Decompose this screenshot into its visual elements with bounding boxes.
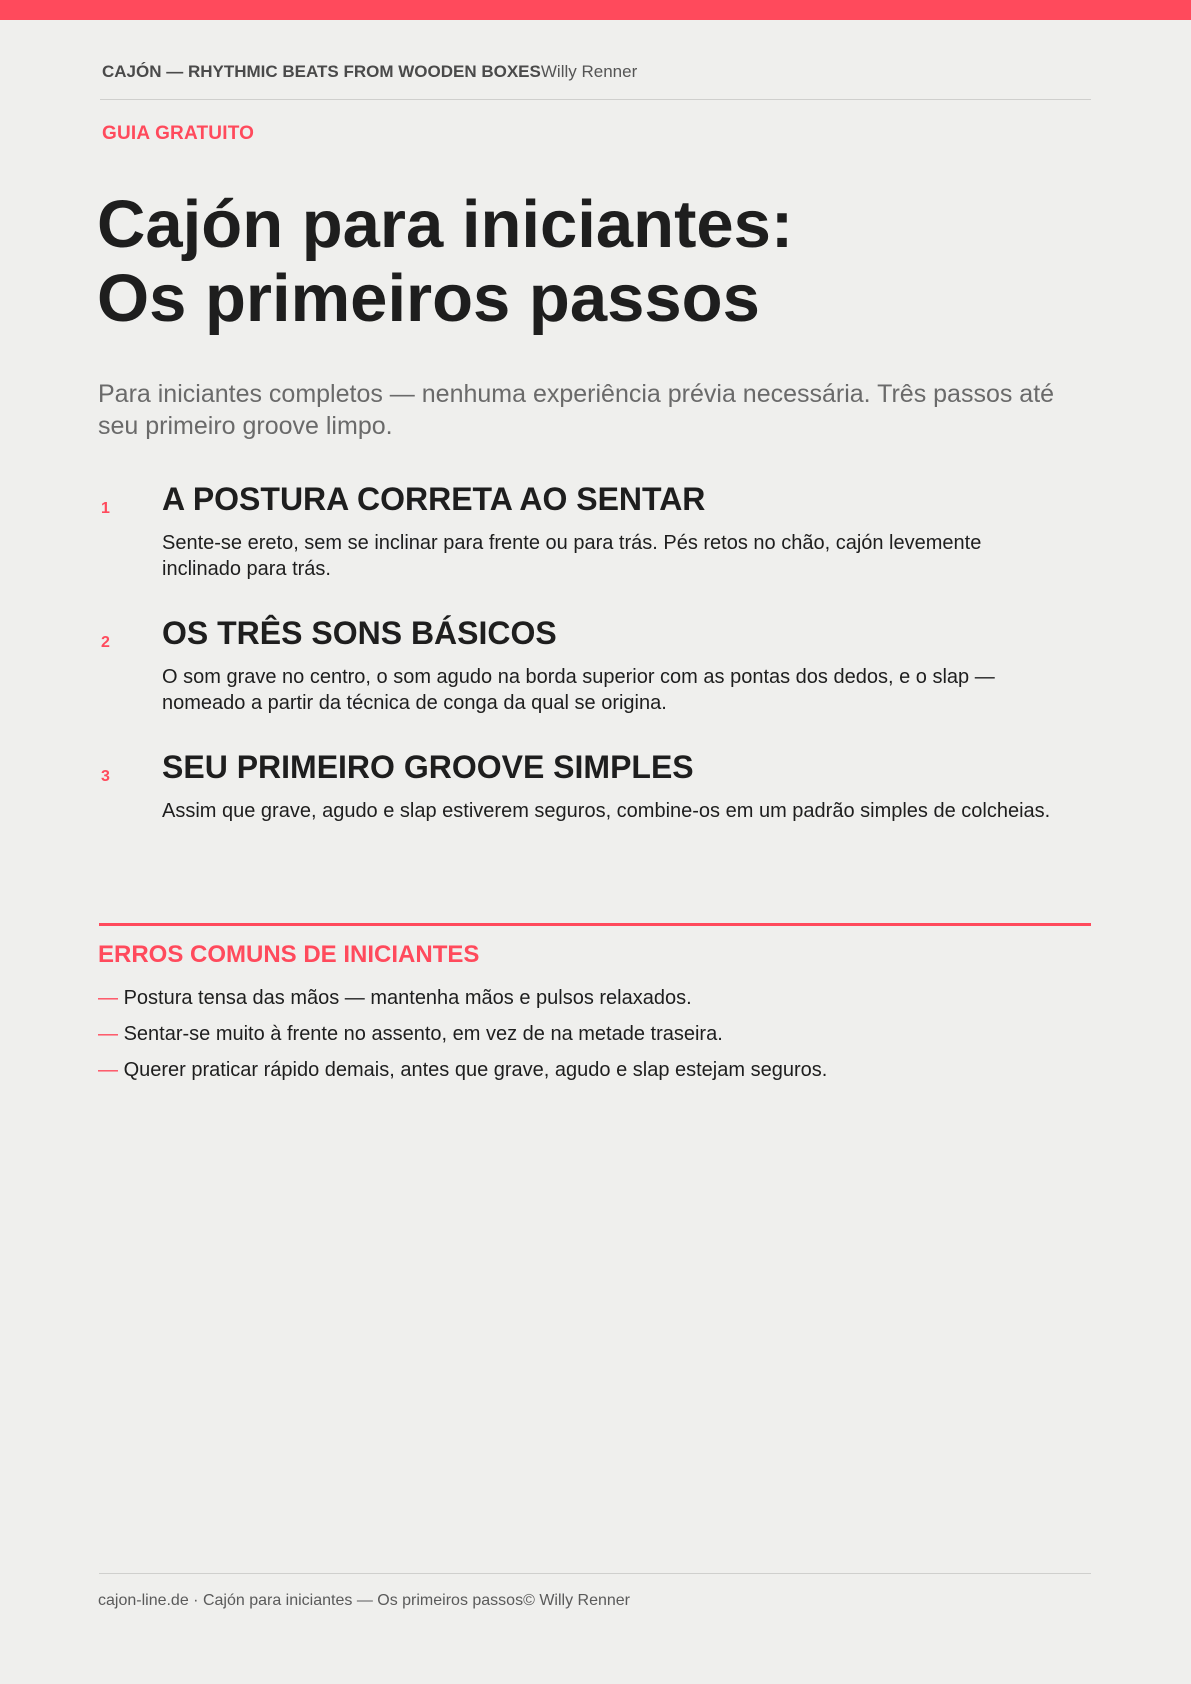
list-item-text: Postura tensa das mãos — mantenha mãos e pulsos relaxados. <box>123 987 692 1009</box>
title-line-2: Os primeiros passos <box>97 261 760 336</box>
footer-site-title: cajon-line.de · Cajón para iniciantes — Os primeiros passos <box>98 1592 524 1609</box>
header-divider <box>100 99 1091 100</box>
footer-copyright: © Willy Renner <box>523 1592 630 1609</box>
list-item <box>98 985 1088 1021</box>
errors-heading: ERROS COMUNS DE INICIANTES <box>98 941 480 968</box>
page-title <box>97 188 1097 336</box>
errors-list <box>98 985 1088 1093</box>
step-body: Assim que grave, agudo e slap estiverem seguros, combine-os em um padrão simples de colcheias. <box>162 800 1051 822</box>
step-title: OS TRÊS SONS BÁSICOS <box>162 615 557 651</box>
dash-bullet: — <box>98 1023 118 1045</box>
step-number: 1 <box>101 500 110 517</box>
list-item <box>98 1021 1088 1057</box>
kicker-label: GUIA GRATUITO <box>102 123 255 144</box>
errors-divider <box>99 923 1091 926</box>
list-item-text: Sentar-se muito à frente no assento, em vez de na metade traseira. <box>123 1023 723 1045</box>
page-footer <box>98 1592 630 1610</box>
step-body: O som grave no centro, o som agudo na borda superior com as pontas dos dedos, e o slap — nomeado a partir da técnica de conga da qual se origina. <box>162 666 995 714</box>
step-number: 2 <box>101 634 110 651</box>
step-body: Sente-se ereto, sem se inclinar para frente ou para trás. Pés retos no chão, cajón levemente inclinado para trás. <box>162 532 982 580</box>
header-brand: CAJÓN — RHYTHMIC BEATS FROM WOODEN BOXES <box>102 62 541 81</box>
step-title: SEU PRIMEIRO GROOVE SIMPLES <box>162 749 694 785</box>
step-title: A POSTURA CORRETA AO SENTAR <box>162 481 706 517</box>
step-number: 3 <box>101 768 110 785</box>
title-line-1: Cajón para iniciantes: <box>97 187 794 262</box>
list-item-text: Querer praticar rápido demais, antes que grave, agudo e slap estejam seguros. <box>123 1059 828 1081</box>
footer-divider <box>99 1573 1091 1574</box>
running-header <box>102 62 1091 82</box>
list-item <box>98 1057 1088 1093</box>
lead-paragraph: Para iniciantes completos — nenhuma experiência prévia necessária. Três passos até seu primeiro groove limpo. <box>98 380 1055 440</box>
top-accent-bar <box>0 0 1191 20</box>
dash-bullet: — <box>98 987 118 1009</box>
header-author: Willy Renner <box>540 62 638 81</box>
dash-bullet: — <box>98 1059 118 1081</box>
